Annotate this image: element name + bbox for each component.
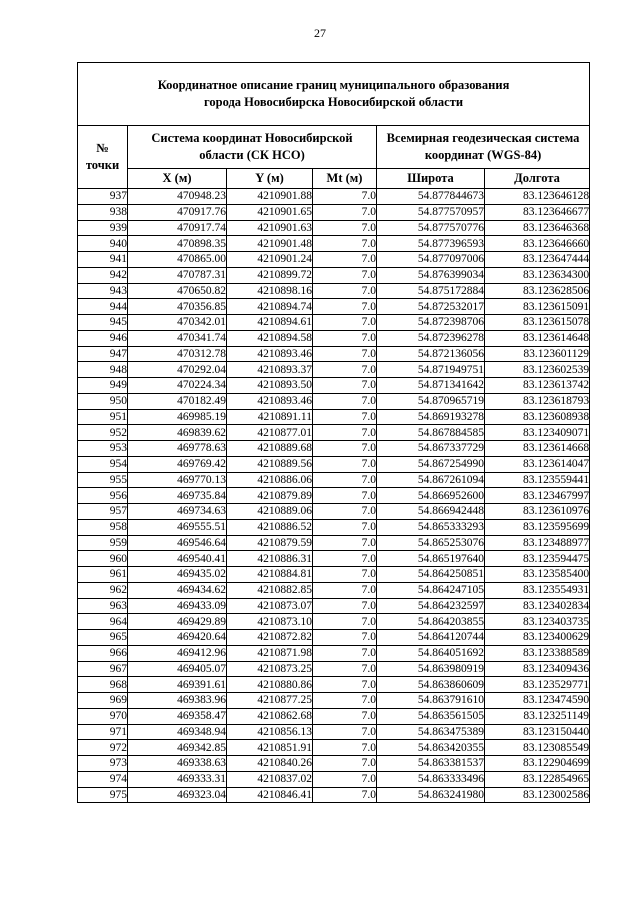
x-cell: 470650.82 xyxy=(128,283,227,299)
mt-cell: 7.0 xyxy=(313,488,377,504)
point-number-cell: 965 xyxy=(78,630,128,646)
table-row xyxy=(78,252,590,268)
x-cell: 469546.64 xyxy=(128,535,227,551)
mt-cell: 7.0 xyxy=(313,598,377,614)
coordinates-table xyxy=(77,62,590,803)
mt-cell: 7.0 xyxy=(313,456,377,472)
x-cell: 469734.63 xyxy=(128,504,227,520)
x-cell: 470356.85 xyxy=(128,299,227,315)
table-row xyxy=(78,504,590,520)
longitude-cell: 83.123403735 xyxy=(485,614,590,630)
point-number-cell: 948 xyxy=(78,362,128,378)
y-cell: 4210886.52 xyxy=(227,519,313,535)
table-row xyxy=(78,378,590,394)
longitude-cell: 83.123085549 xyxy=(485,740,590,756)
table-row xyxy=(78,189,590,205)
mt-cell: 7.0 xyxy=(313,425,377,441)
longitude-cell: 83.123628506 xyxy=(485,283,590,299)
point-number-cell: 939 xyxy=(78,220,128,236)
x-cell: 469338.63 xyxy=(128,756,227,772)
table-row xyxy=(78,204,590,220)
y-cell: 4210879.59 xyxy=(227,535,313,551)
x-cell: 469420.64 xyxy=(128,630,227,646)
mt-cell: 7.0 xyxy=(313,740,377,756)
y-cell: 4210862.68 xyxy=(227,708,313,724)
x-cell: 469342.85 xyxy=(128,740,227,756)
point-number-cell: 949 xyxy=(78,378,128,394)
point-number-cell: 962 xyxy=(78,582,128,598)
y-cell: 4210882.85 xyxy=(227,582,313,598)
longitude-cell: 83.123529771 xyxy=(485,677,590,693)
point-number-header xyxy=(78,126,128,189)
x-cell: 469391.61 xyxy=(128,677,227,693)
table-row xyxy=(78,220,590,236)
y-cell: 4210856.13 xyxy=(227,724,313,740)
longitude-cell: 83.123400629 xyxy=(485,630,590,646)
table-row xyxy=(78,393,590,409)
y-cell: 4210871.98 xyxy=(227,645,313,661)
latitude-cell: 54.863980919 xyxy=(377,661,485,677)
y-cell: 4210846.41 xyxy=(227,787,313,803)
latitude-column-header: Широта xyxy=(377,169,485,189)
mt-cell: 7.0 xyxy=(313,756,377,772)
point-number-cell: 946 xyxy=(78,330,128,346)
latitude-cell: 54.872532017 xyxy=(377,299,485,315)
longitude-column-header: Долгота xyxy=(485,169,590,189)
point-number-cell: 952 xyxy=(78,425,128,441)
table-title xyxy=(78,63,590,126)
mt-cell: 7.0 xyxy=(313,393,377,409)
mt-cell: 7.0 xyxy=(313,724,377,740)
y-cell: 4210898.16 xyxy=(227,283,313,299)
mt-cell: 7.0 xyxy=(313,283,377,299)
longitude-cell: 83.123388589 xyxy=(485,645,590,661)
table-row xyxy=(78,441,590,457)
mt-cell: 7.0 xyxy=(313,236,377,252)
y-cell: 4210893.46 xyxy=(227,346,313,362)
latitude-cell: 54.863791610 xyxy=(377,693,485,709)
table-row xyxy=(78,362,590,378)
x-cell: 469429.89 xyxy=(128,614,227,630)
x-cell: 470898.35 xyxy=(128,236,227,252)
longitude-cell: 83.123614648 xyxy=(485,330,590,346)
y-cell: 4210837.02 xyxy=(227,771,313,787)
longitude-cell: 83.123601129 xyxy=(485,346,590,362)
latitude-cell: 54.864203855 xyxy=(377,614,485,630)
y-cell: 4210901.65 xyxy=(227,204,313,220)
mt-cell: 7.0 xyxy=(313,535,377,551)
table-row xyxy=(78,677,590,693)
x-cell: 469405.07 xyxy=(128,661,227,677)
mt-cell: 7.0 xyxy=(313,378,377,394)
point-number-cell: 938 xyxy=(78,204,128,220)
latitude-cell: 54.863475389 xyxy=(377,724,485,740)
mt-cell: 7.0 xyxy=(313,220,377,236)
mt-cell: 7.0 xyxy=(313,330,377,346)
latitude-cell: 54.863381537 xyxy=(377,756,485,772)
point-number-cell: 959 xyxy=(78,535,128,551)
longitude-cell: 83.123615078 xyxy=(485,315,590,331)
point-number-header-label: точки xyxy=(85,158,120,172)
mt-cell: 7.0 xyxy=(313,551,377,567)
x-cell: 469540.41 xyxy=(128,551,227,567)
y-cell: 4210873.25 xyxy=(227,661,313,677)
latitude-cell: 54.869193278 xyxy=(377,409,485,425)
x-cell: 469839.62 xyxy=(128,425,227,441)
nso-system-header xyxy=(128,126,377,169)
y-cell: 4210901.48 xyxy=(227,236,313,252)
mt-cell: 7.0 xyxy=(313,267,377,283)
latitude-cell: 54.864247105 xyxy=(377,582,485,598)
latitude-cell: 54.866942448 xyxy=(377,504,485,520)
table-row xyxy=(78,567,590,583)
y-column-header: Y (м) xyxy=(227,169,313,189)
mt-cell: 7.0 xyxy=(313,661,377,677)
mt-cell: 7.0 xyxy=(313,708,377,724)
point-number-cell: 953 xyxy=(78,441,128,457)
point-number-cell: 944 xyxy=(78,299,128,315)
longitude-cell: 83.123613742 xyxy=(485,378,590,394)
y-cell: 4210889.68 xyxy=(227,441,313,457)
x-cell: 469433.09 xyxy=(128,598,227,614)
longitude-cell: 83.123409436 xyxy=(485,661,590,677)
table-row xyxy=(78,614,590,630)
x-cell: 469323.04 xyxy=(128,787,227,803)
nso-system-header-line2: области (СК НСО) xyxy=(199,148,305,162)
latitude-cell: 54.877396593 xyxy=(377,236,485,252)
point-number-cell: 969 xyxy=(78,693,128,709)
table-row xyxy=(78,267,590,283)
page-number: 27 xyxy=(314,26,326,40)
table-row xyxy=(78,740,590,756)
y-cell: 4210889.06 xyxy=(227,504,313,520)
latitude-cell: 54.863860609 xyxy=(377,677,485,693)
longitude-cell: 83.123646660 xyxy=(485,236,590,252)
latitude-cell: 54.867261094 xyxy=(377,472,485,488)
table-row xyxy=(78,488,590,504)
y-cell: 4210889.56 xyxy=(227,456,313,472)
point-number-cell: 968 xyxy=(78,677,128,693)
y-cell: 4210891.11 xyxy=(227,409,313,425)
point-number-cell: 971 xyxy=(78,724,128,740)
table-row xyxy=(78,535,590,551)
x-cell: 469985.19 xyxy=(128,409,227,425)
longitude-cell: 83.123646128 xyxy=(485,189,590,205)
y-cell: 4210901.88 xyxy=(227,189,313,205)
x-cell: 470182.49 xyxy=(128,393,227,409)
mt-cell: 7.0 xyxy=(313,582,377,598)
table-title-line2: города Новосибирска Новосибирской области xyxy=(204,95,464,109)
point-number-cell: 950 xyxy=(78,393,128,409)
point-number-cell: 947 xyxy=(78,346,128,362)
longitude-cell: 83.123594475 xyxy=(485,551,590,567)
table-row xyxy=(78,551,590,567)
point-number-cell: 956 xyxy=(78,488,128,504)
mt-cell: 7.0 xyxy=(313,299,377,315)
y-cell: 4210880.86 xyxy=(227,677,313,693)
longitude-cell: 83.123251149 xyxy=(485,708,590,724)
x-cell: 469769.42 xyxy=(128,456,227,472)
mt-cell: 7.0 xyxy=(313,204,377,220)
y-cell: 4210893.37 xyxy=(227,362,313,378)
table-title-line1: Координатное описание границ муниципального образования xyxy=(157,78,510,92)
y-cell: 4210877.01 xyxy=(227,425,313,441)
point-number-cell: 964 xyxy=(78,614,128,630)
point-number-cell: 972 xyxy=(78,740,128,756)
mt-cell: 7.0 xyxy=(313,519,377,535)
y-cell: 4210899.72 xyxy=(227,267,313,283)
nso-system-header-line1: Система координат Новосибирской xyxy=(151,131,353,145)
mt-cell: 7.0 xyxy=(313,472,377,488)
mt-cell: 7.0 xyxy=(313,409,377,425)
x-cell: 470787.31 xyxy=(128,267,227,283)
longitude-cell: 83.123488977 xyxy=(485,535,590,551)
point-number-cell: 954 xyxy=(78,456,128,472)
x-cell: 470224.34 xyxy=(128,378,227,394)
x-cell: 470292.04 xyxy=(128,362,227,378)
point-number-cell: 967 xyxy=(78,661,128,677)
point-number-cell: 940 xyxy=(78,236,128,252)
latitude-cell: 54.866952600 xyxy=(377,488,485,504)
x-cell: 469333.31 xyxy=(128,771,227,787)
table-row xyxy=(78,693,590,709)
table-row xyxy=(78,236,590,252)
mt-cell: 7.0 xyxy=(313,189,377,205)
mt-cell: 7.0 xyxy=(313,504,377,520)
latitude-cell: 54.863561505 xyxy=(377,708,485,724)
latitude-cell: 54.865197640 xyxy=(377,551,485,567)
point-number-cell: 942 xyxy=(78,267,128,283)
y-cell: 4210886.06 xyxy=(227,472,313,488)
point-number-cell: 961 xyxy=(78,567,128,583)
x-cell: 469735.84 xyxy=(128,488,227,504)
latitude-cell: 54.867254990 xyxy=(377,456,485,472)
x-cell: 470342.01 xyxy=(128,315,227,331)
longitude-cell: 83.123602539 xyxy=(485,362,590,378)
longitude-cell: 83.123554931 xyxy=(485,582,590,598)
table-row xyxy=(78,582,590,598)
wgs-system-header xyxy=(377,126,590,169)
longitude-cell: 83.123409071 xyxy=(485,425,590,441)
point-number-cell: 963 xyxy=(78,598,128,614)
latitude-cell: 54.863420355 xyxy=(377,740,485,756)
latitude-cell: 54.865253076 xyxy=(377,535,485,551)
longitude-cell: 83.123614668 xyxy=(485,441,590,457)
longitude-cell: 83.123608938 xyxy=(485,409,590,425)
latitude-cell: 54.865333293 xyxy=(377,519,485,535)
point-number-cell: 974 xyxy=(78,771,128,787)
x-cell: 469770.13 xyxy=(128,472,227,488)
x-cell: 469555.51 xyxy=(128,519,227,535)
point-number-cell: 958 xyxy=(78,519,128,535)
table-row xyxy=(78,299,590,315)
latitude-cell: 54.871949751 xyxy=(377,362,485,378)
mt-cell: 7.0 xyxy=(313,787,377,803)
x-cell: 470917.76 xyxy=(128,204,227,220)
longitude-cell: 83.123646368 xyxy=(485,220,590,236)
point-number-cell: 960 xyxy=(78,551,128,567)
table-row xyxy=(78,315,590,331)
x-cell: 469435.02 xyxy=(128,567,227,583)
latitude-cell: 54.863241980 xyxy=(377,787,485,803)
table-row xyxy=(78,283,590,299)
latitude-cell: 54.877097006 xyxy=(377,252,485,268)
latitude-cell: 54.864051692 xyxy=(377,645,485,661)
wgs-system-header-line2: координат (WGS-84) xyxy=(424,148,542,162)
x-cell: 470948.23 xyxy=(128,189,227,205)
mt-cell: 7.0 xyxy=(313,771,377,787)
latitude-cell: 54.872136056 xyxy=(377,346,485,362)
y-cell: 4210894.74 xyxy=(227,299,313,315)
point-number-cell: 973 xyxy=(78,756,128,772)
point-number-cell: 966 xyxy=(78,645,128,661)
y-cell: 4210873.07 xyxy=(227,598,313,614)
point-number-cell: 943 xyxy=(78,283,128,299)
point-number-cell: 951 xyxy=(78,409,128,425)
longitude-cell: 83.123647444 xyxy=(485,252,590,268)
x-cell: 469383.96 xyxy=(128,693,227,709)
y-cell: 4210851.91 xyxy=(227,740,313,756)
point-number-cell: 970 xyxy=(78,708,128,724)
x-cell: 470341.74 xyxy=(128,330,227,346)
mt-column-header: Mt (м) xyxy=(313,169,377,189)
latitude-cell: 54.867884585 xyxy=(377,425,485,441)
mt-cell: 7.0 xyxy=(313,362,377,378)
mt-cell: 7.0 xyxy=(313,645,377,661)
y-cell: 4210901.63 xyxy=(227,220,313,236)
mt-cell: 7.0 xyxy=(313,441,377,457)
y-cell: 4210872.82 xyxy=(227,630,313,646)
latitude-cell: 54.867337729 xyxy=(377,441,485,457)
mt-cell: 7.0 xyxy=(313,614,377,630)
table-row xyxy=(78,472,590,488)
latitude-cell: 54.876399034 xyxy=(377,267,485,283)
mt-cell: 7.0 xyxy=(313,677,377,693)
table-body xyxy=(78,189,590,803)
latitude-cell: 54.877844673 xyxy=(377,189,485,205)
table-row xyxy=(78,708,590,724)
x-cell: 469348.94 xyxy=(128,724,227,740)
longitude-cell: 83.123614047 xyxy=(485,456,590,472)
table-row xyxy=(78,661,590,677)
longitude-cell: 83.122854965 xyxy=(485,771,590,787)
table-row xyxy=(78,598,590,614)
y-cell: 4210873.10 xyxy=(227,614,313,630)
x-cell: 469412.96 xyxy=(128,645,227,661)
table-row xyxy=(78,456,590,472)
table-row xyxy=(78,346,590,362)
point-number-cell: 975 xyxy=(78,787,128,803)
longitude-cell: 83.123595699 xyxy=(485,519,590,535)
longitude-cell: 83.123474590 xyxy=(485,693,590,709)
table-row xyxy=(78,630,590,646)
point-number-cell: 955 xyxy=(78,472,128,488)
x-cell: 469778.63 xyxy=(128,441,227,457)
mt-cell: 7.0 xyxy=(313,630,377,646)
y-cell: 4210884.81 xyxy=(227,567,313,583)
wgs-system-header-line1: Всемирная геодезическая система xyxy=(386,131,580,145)
latitude-cell: 54.872398706 xyxy=(377,315,485,331)
latitude-cell: 54.875172884 xyxy=(377,283,485,299)
table-row xyxy=(78,787,590,803)
table-row xyxy=(78,425,590,441)
table-row xyxy=(78,330,590,346)
mt-cell: 7.0 xyxy=(313,567,377,583)
y-cell: 4210893.46 xyxy=(227,393,313,409)
x-cell: 469358.47 xyxy=(128,708,227,724)
longitude-cell: 83.123615091 xyxy=(485,299,590,315)
table-row xyxy=(78,756,590,772)
longitude-cell: 83.123646677 xyxy=(485,204,590,220)
longitude-cell: 83.123618793 xyxy=(485,393,590,409)
x-cell: 470865.00 xyxy=(128,252,227,268)
latitude-cell: 54.877570957 xyxy=(377,204,485,220)
table-row xyxy=(78,724,590,740)
longitude-cell: 83.123585400 xyxy=(485,567,590,583)
y-cell: 4210877.25 xyxy=(227,693,313,709)
mt-cell: 7.0 xyxy=(313,252,377,268)
y-cell: 4210894.58 xyxy=(227,330,313,346)
point-number-cell: 941 xyxy=(78,252,128,268)
table-row xyxy=(78,409,590,425)
mt-cell: 7.0 xyxy=(313,315,377,331)
latitude-cell: 54.870965719 xyxy=(377,393,485,409)
longitude-cell: 83.123610976 xyxy=(485,504,590,520)
latitude-cell: 54.863333496 xyxy=(377,771,485,787)
table-row xyxy=(78,771,590,787)
mt-cell: 7.0 xyxy=(313,346,377,362)
latitude-cell: 54.872396278 xyxy=(377,330,485,346)
y-cell: 4210879.89 xyxy=(227,488,313,504)
point-number-cell: 937 xyxy=(78,189,128,205)
longitude-cell: 83.123559441 xyxy=(485,472,590,488)
table-row xyxy=(78,645,590,661)
y-cell: 4210840.26 xyxy=(227,756,313,772)
x-cell: 470312.78 xyxy=(128,346,227,362)
longitude-cell: 83.123402834 xyxy=(485,598,590,614)
longitude-cell: 83.123467997 xyxy=(485,488,590,504)
longitude-cell: 83.123634300 xyxy=(485,267,590,283)
latitude-cell: 54.864120744 xyxy=(377,630,485,646)
longitude-cell: 83.123150440 xyxy=(485,724,590,740)
y-cell: 4210901.24 xyxy=(227,252,313,268)
point-number-cell: 957 xyxy=(78,504,128,520)
longitude-cell: 83.123002586 xyxy=(485,787,590,803)
x-cell: 469434.62 xyxy=(128,582,227,598)
latitude-cell: 54.864250851 xyxy=(377,567,485,583)
mt-cell: 7.0 xyxy=(313,693,377,709)
latitude-cell: 54.871341642 xyxy=(377,378,485,394)
point-number-cell: 945 xyxy=(78,315,128,331)
y-cell: 4210886.31 xyxy=(227,551,313,567)
y-cell: 4210893.50 xyxy=(227,378,313,394)
longitude-cell: 83.122904699 xyxy=(485,756,590,772)
x-cell: 470917.74 xyxy=(128,220,227,236)
table-row xyxy=(78,519,590,535)
x-column-header: X (м) xyxy=(128,169,227,189)
latitude-cell: 54.877570776 xyxy=(377,220,485,236)
latitude-cell: 54.864232597 xyxy=(377,598,485,614)
y-cell: 4210894.61 xyxy=(227,315,313,331)
point-number-header-symbol: № xyxy=(96,141,109,155)
